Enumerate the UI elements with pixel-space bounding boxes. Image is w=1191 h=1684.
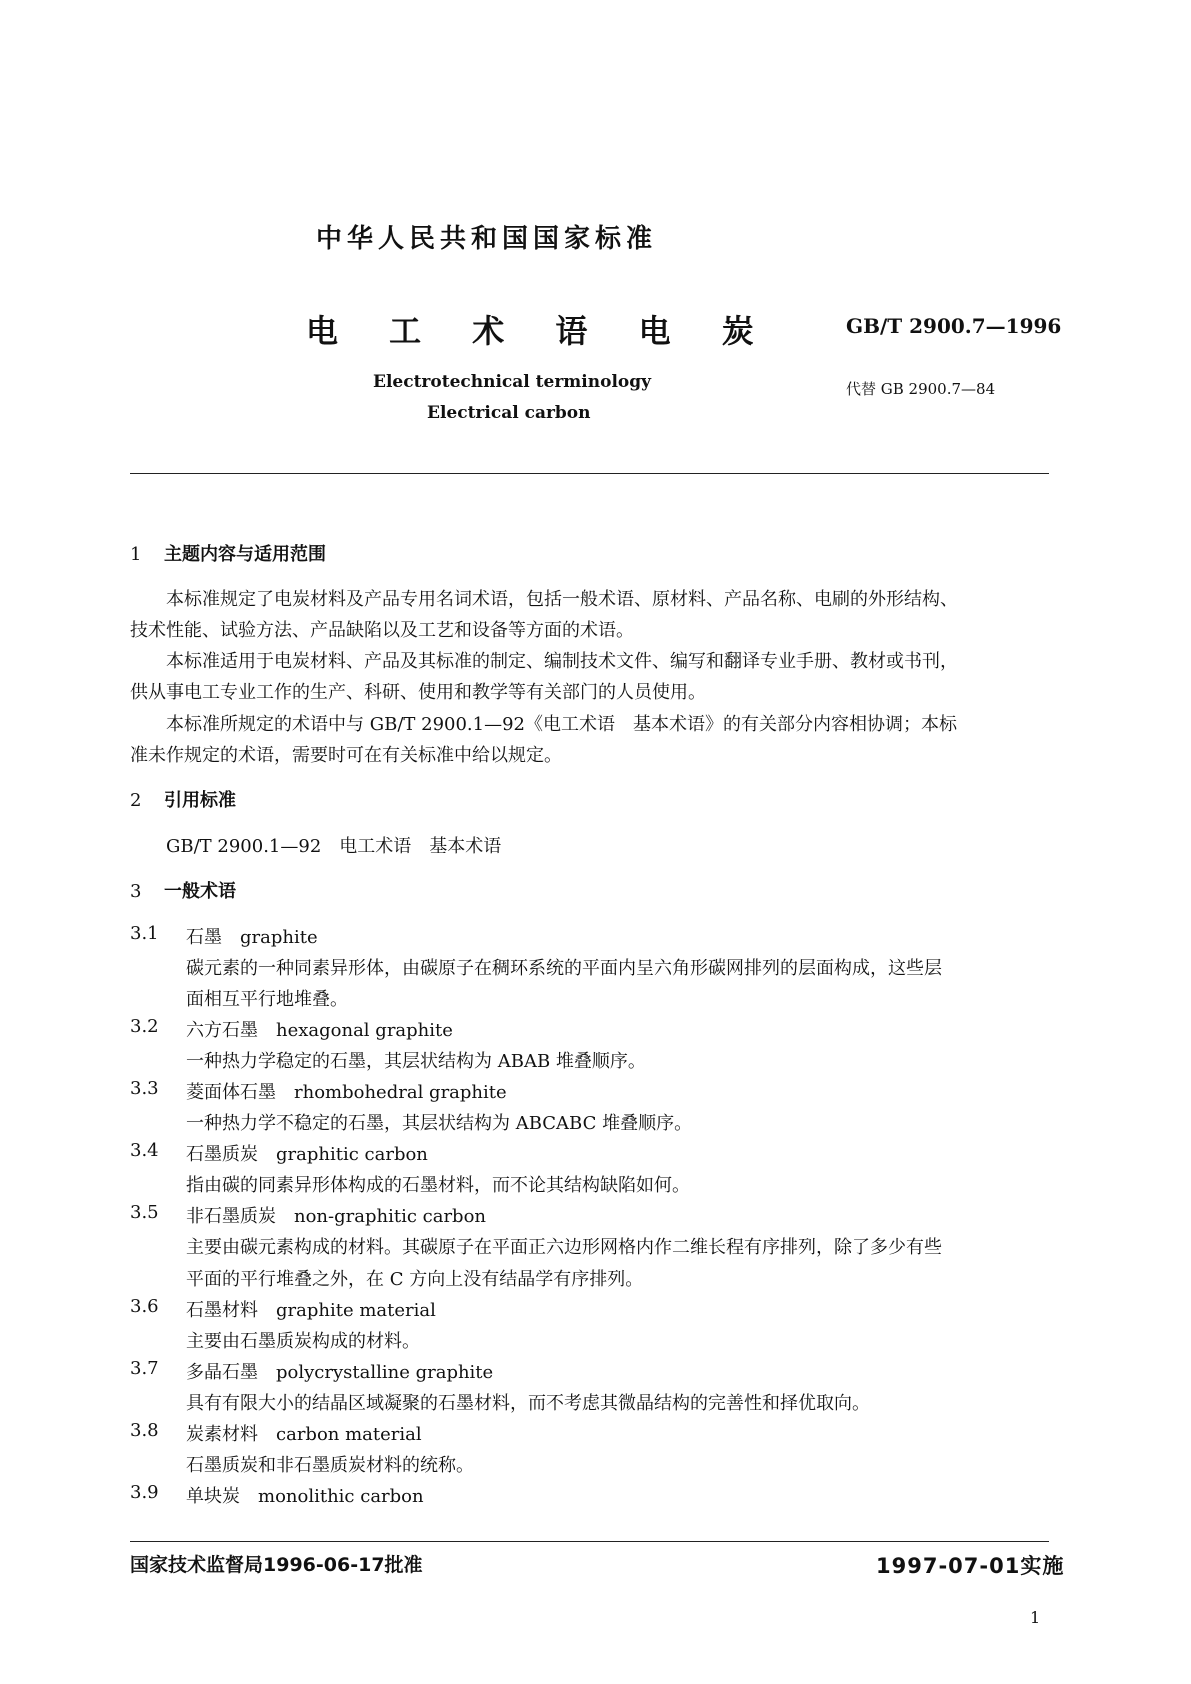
term-definition-line: 平面的平行堆叠之外，在 C 方向上没有结晶学有序排列。 bbox=[186, 1269, 644, 1290]
document-title-en-line1: Electrotechnical terminology bbox=[373, 372, 652, 392]
national-standard-heading: 中华人民共和国国家标准 bbox=[316, 224, 658, 254]
implementation-date: 1997-07-01实施 bbox=[876, 1554, 1065, 1578]
term-entry bbox=[186, 1420, 422, 1446]
section-title: 引用标准 bbox=[164, 790, 236, 811]
term-en: graphite bbox=[240, 927, 318, 948]
term-entry bbox=[186, 1296, 436, 1322]
term-entry bbox=[186, 923, 318, 949]
term-en: carbon material bbox=[276, 1424, 422, 1445]
term-definition-line: 石墨质炭和非石墨质炭材料的统称。 bbox=[186, 1455, 474, 1476]
standard-number: GB/T 2900.7—1996 bbox=[846, 314, 1062, 338]
section-title: 主题内容与适用范围 bbox=[164, 544, 326, 565]
term-cn: 石墨 bbox=[186, 927, 222, 948]
term-en: graphitic carbon bbox=[276, 1144, 428, 1165]
replaces-note: 代替 GB 2900.7—84 bbox=[846, 380, 996, 398]
section-1-paragraph-line: 准未作规定的术语，需要时可在有关标准中给以规定。 bbox=[130, 745, 562, 766]
term-cn: 石墨质炭 bbox=[186, 1144, 258, 1165]
term-definition-line: 一种热力学稳定的石墨，其层状结构为 ABAB 堆叠顺序。 bbox=[186, 1051, 646, 1072]
term-cn: 炭素材料 bbox=[186, 1424, 258, 1445]
term-cn: 非石墨质炭 bbox=[186, 1206, 276, 1227]
term-number: 3.8 bbox=[130, 1420, 159, 1441]
term-number: 3.7 bbox=[130, 1358, 159, 1379]
term-number: 3.3 bbox=[130, 1078, 159, 1099]
footer-divider bbox=[130, 1541, 1049, 1542]
page-number: 1 bbox=[1030, 1608, 1041, 1627]
term-entry bbox=[186, 1358, 493, 1384]
term-en: polycrystalline graphite bbox=[276, 1362, 494, 1383]
term-entry bbox=[186, 1482, 424, 1508]
term-cn: 六方石墨 bbox=[186, 1020, 258, 1041]
term-en: monolithic carbon bbox=[258, 1486, 424, 1507]
reference-entry: GB/T 2900.1—92 电工术语 基本术语 bbox=[166, 836, 502, 857]
term-number: 3.5 bbox=[130, 1202, 159, 1223]
section-1-paragraph-line: 供从事电工专业工作的生产、科研、使用和教学等有关部门的人员使用。 bbox=[130, 682, 706, 703]
document-title-en-line2: Electrical carbon bbox=[427, 403, 591, 423]
term-cn: 石墨材料 bbox=[186, 1300, 258, 1321]
term-definition-line: 具有有限大小的结晶区域凝聚的石墨材料，而不考虑其微晶结构的完善性和择优取向。 bbox=[186, 1393, 870, 1414]
term-entry bbox=[186, 1078, 507, 1104]
term-definition-line: 指由碳的同素异形体构成的石墨材料，而不论其结构缺陷如何。 bbox=[186, 1175, 690, 1196]
term-number: 3.6 bbox=[130, 1296, 159, 1317]
term-definition-line: 主要由石墨质炭构成的材料。 bbox=[186, 1331, 420, 1352]
section-2-heading bbox=[130, 786, 236, 812]
term-definition-line: 一种热力学不稳定的石墨，其层状结构为 ABCABC 堆叠顺序。 bbox=[186, 1113, 693, 1134]
section-1-paragraph-line: 本标准所规定的术语中与 GB/T 2900.1—92《电工术语 基本术语》的有关部分内容相协调；本标 bbox=[166, 714, 958, 735]
approval-note: 国家技术监督局1996-06-17批准 bbox=[130, 1554, 423, 1576]
term-number: 3.4 bbox=[130, 1140, 159, 1161]
term-entry bbox=[186, 1202, 486, 1228]
section-number: 1 bbox=[130, 544, 142, 565]
header-divider bbox=[130, 473, 1049, 474]
section-number: 3 bbox=[130, 881, 142, 902]
term-number: 3.1 bbox=[130, 923, 159, 944]
section-number: 2 bbox=[130, 790, 142, 811]
term-cn: 多晶石墨 bbox=[186, 1362, 258, 1383]
term-cn: 单块炭 bbox=[186, 1486, 240, 1507]
section-1-paragraph-line: 技术性能、试验方法、产品缺陷以及工艺和设备等方面的术语。 bbox=[130, 620, 634, 641]
term-definition-line: 碳元素的一种同素异形体，由碳原子在稠环系统的平面内呈六角形碳网排列的层面构成，这些层 bbox=[186, 958, 942, 979]
term-cn: 菱面体石墨 bbox=[186, 1082, 276, 1103]
section-1-paragraph-line: 本标准适用于电炭材料、产品及其标准的制定、编制技术文件、编写和翻译专业手册、教材或书刊， bbox=[166, 651, 958, 672]
term-entry bbox=[186, 1016, 453, 1042]
section-1-paragraph-line: 本标准规定了电炭材料及产品专用名词术语，包括一般术语、原材料、产品名称、电刷的外形结构、 bbox=[166, 589, 958, 610]
section-1-heading bbox=[130, 540, 326, 566]
section-title: 一般术语 bbox=[164, 881, 236, 902]
term-en: graphite material bbox=[276, 1300, 436, 1321]
term-en: hexagonal graphite bbox=[276, 1020, 453, 1041]
document-title-cn: 电 工 术 语 电 炭 bbox=[306, 312, 754, 350]
term-definition-line: 面相互平行地堆叠。 bbox=[186, 989, 348, 1010]
section-3-heading bbox=[130, 877, 236, 903]
term-definition-line: 主要由碳元素构成的材料。其碳原子在平面正六边形网格内作二维长程有序排列，除了多少有些 bbox=[186, 1237, 942, 1258]
term-en: non-graphitic carbon bbox=[294, 1206, 486, 1227]
term-en: rhombohedral graphite bbox=[294, 1082, 507, 1103]
term-entry bbox=[186, 1140, 428, 1166]
term-number: 3.9 bbox=[130, 1482, 159, 1503]
term-number: 3.2 bbox=[130, 1016, 159, 1037]
